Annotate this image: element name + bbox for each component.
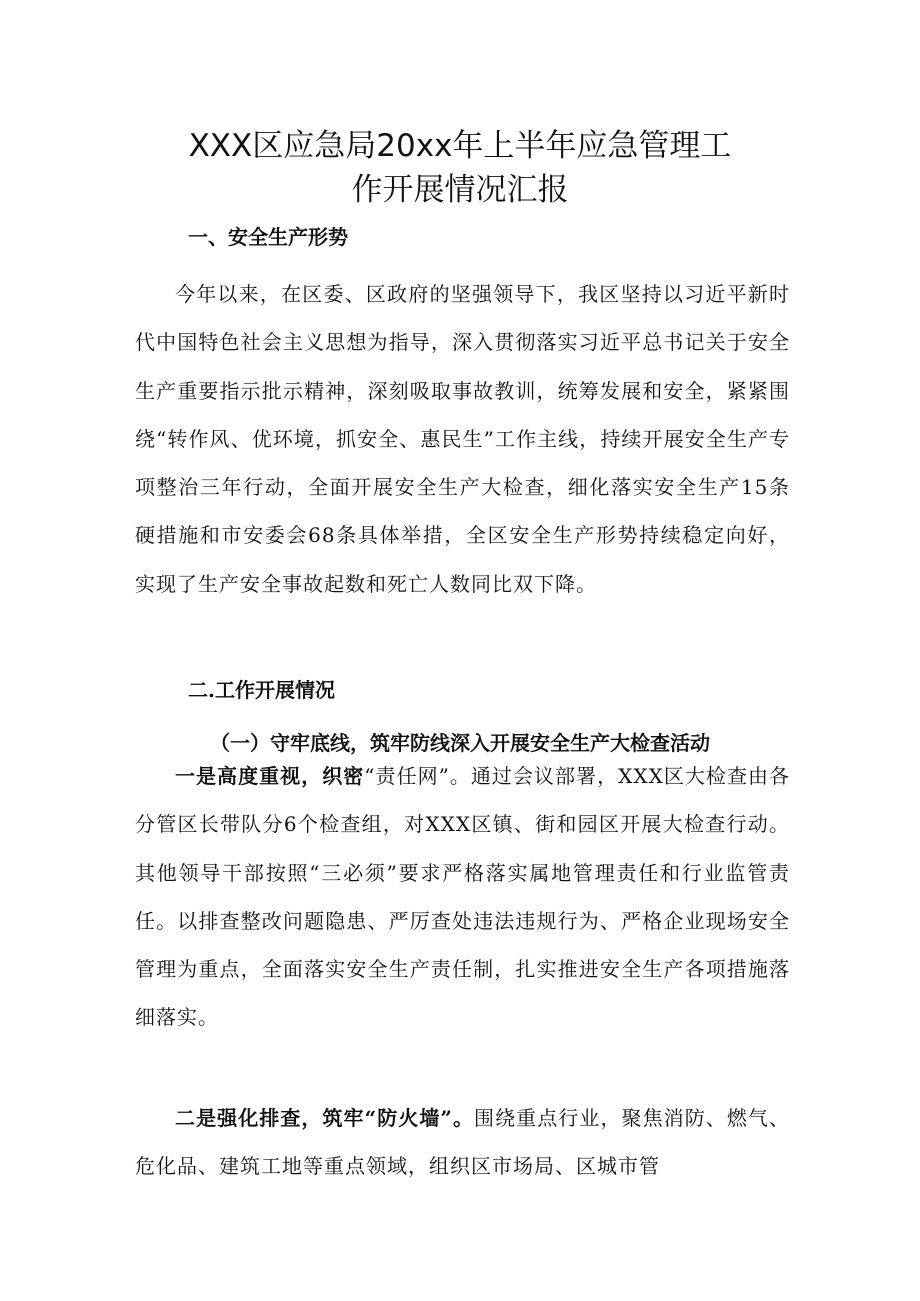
subsection-heading-inspection: （一）守牢底线，筑牢防线深入开展安全生产大检查活动 <box>210 731 710 755</box>
paragraph-item-1 <box>135 752 790 1042</box>
item-2-lead: 二是强化排查，筑牢“防火墙”。 <box>175 1106 475 1130</box>
paragraph-item-2 <box>135 1094 790 1191</box>
document-title <box>130 124 790 212</box>
title-line-2: 作开展情况汇报 <box>351 172 569 208</box>
section-heading-safety-situation: 一、安全生产形势 <box>188 225 348 249</box>
section-heading-work-progress: 二.工作开展情况 <box>188 678 335 702</box>
paragraph-safety-situation: 今年以来，在区委、区政府的坚强领导下，我区坚持以习近平新时代中国特色社会主义思想为指导，深入贯彻落实习近平总书记关于安全生产重要指示批示精神，深刻吸取事故教训，统筹发展和安全，紧紧围绕“转作风、优环境，抓安全、惠民生”工作主线，持续开展安全生产专项整治三年行动，全面开展安全生产大检查，细化落实安全生产15条硬措施和市安委会68条具体举措，全区安全生产形势持续稳定向好，实现了生产安全事故起数和死亡人数同比双下降。 <box>135 282 790 596</box>
item-1-lead: 一是高度重视，织密 <box>175 764 365 788</box>
title-line-1: XXX区应急局20xx年上半年应急管理工 <box>188 128 732 164</box>
item-2-text: 围绕重点行业，聚焦消防、燃气、危化品、建筑工地等重点领域，组织区市场局、区城市管 <box>135 1106 791 1179</box>
item-1-text: “责任网”。通过会议部署，XXX区大检查由各分管区长带队分6个检查组，对XXX区镇、街和园区开展大检查行动。其他领导干部按照“三必须”要求严格落实属地管理责任和行业监管责任。以排查整改问题隐患、严厉查处违法违规行为、严格企业现场安全管理为重点，全面落实安全生产责任制，扎实推进安全生产各项措施落细落实。 <box>135 764 791 1030</box>
